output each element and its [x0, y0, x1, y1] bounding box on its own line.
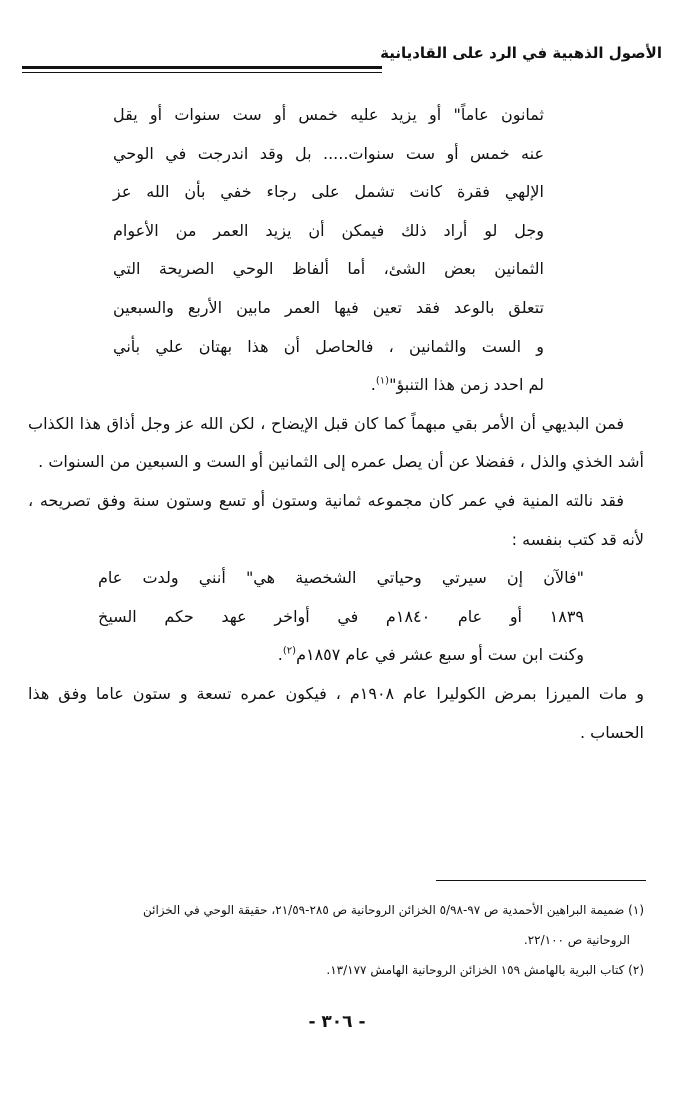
footnote-1: (١) ضميمة البراهين الأحمدية ص ٩٧-٥/٩٨ الخزائن الروحانية ص ٢٨٥-٢١/٥٩، حقيقة الوحي في الخزائن: [143, 903, 644, 917]
quote-line: وجل لو أراد ذلك فيمكن أن يزيد العمر من الأعوام: [113, 220, 544, 240]
page-number: - ٣٠٦ -: [308, 1012, 366, 1032]
quote-text: لم احدد زمن هذا التنبؤ": [389, 375, 544, 395]
quote-line: "فالآن إن سيرتي وحياتي الشخصية هي" أنني ولدت عام: [98, 568, 584, 588]
quote-line-last: لم احدد زمن هذا التنبؤ"$^{(١)}$.: [370, 375, 544, 395]
paragraph-3: و مات الميرزا بمرض الكوليرا عام ١٩٠٨م ، فيكون عمره تسعة و ستون عاما وفق هذا الحساب .: [28, 683, 645, 742]
quotation-1: [113, 96, 544, 405]
header-rule-thin: [22, 72, 382, 73]
footnote-ref-2: (٢): [282, 645, 297, 657]
quote-line: ثمانون عاماً" أو يزيد عليه خمس أو ست سنوات أو يقل: [113, 105, 544, 124]
quote-line-last: وكنت ابن ست أو سبع عشر في عام ١٨٥٧م$^{(٢)}$.: [277, 645, 584, 665]
footnote-separator: [436, 880, 646, 881]
quote-line: تتعلق بالوعد فقد تعين فيها العمر مابين الأربع والسبعين: [113, 297, 544, 317]
quote-line: عنه خمس أو ست سنوات..... بل وقد اندرجت في الوحي: [113, 143, 544, 163]
quote-line: ١٨٣٩ أو عام ١٨٤٠م في أواخر عهد حكم السيخ: [98, 606, 584, 626]
footnote-1-continued: الروحانية ص ٢٢/١٠٠.: [523, 933, 630, 947]
quote-line: و الست والثمانين ، فالحاصل أن هذا بهتان علي بأني: [113, 336, 544, 356]
header-rule-thick: [22, 66, 382, 69]
quote-text: وكنت ابن ست أو سبع عشر في عام ١٨٥٧م: [296, 645, 584, 665]
quote-line: الإلهي فقرة كانت تشمل على رجاء خفي بأن الله عز: [113, 182, 544, 202]
quotation-2: [98, 559, 584, 675]
page-header: [22, 44, 662, 84]
footnotes: [24, 895, 644, 985]
footnote-2: (٢) كتاب البرية بالهامش ١٥٩ الخزائن الروحانية الهامش ١٣/١٧٧.: [326, 963, 644, 977]
footnote-ref-1: (١): [375, 375, 390, 387]
quote-line: الثمانين بعض الشئ، أما ألفاظ الوحي الصريحة التي: [113, 259, 544, 279]
main-text: [28, 96, 644, 752]
paragraph-1: فمن البديهي أن الأمر بقي مبهماً كما كان قبل الإيضاح ، لكن الله عز وجل أذاق هذا الكذاب أشد الخذي والذل ، ففضلا عن أن يصل عمره إلى الثمانين أو الست و السبعين من السنوات .: [28, 413, 644, 472]
running-title: الأصول الذهبية في الرد على القاديانية: [380, 44, 662, 62]
paragraph-2: فقد نالته المنية في عمر كان مجموعه ثمانية وستون أو تسع وستون سنة وفق تصريحه ، لأنه قد كتب بنفسه :: [28, 490, 644, 549]
